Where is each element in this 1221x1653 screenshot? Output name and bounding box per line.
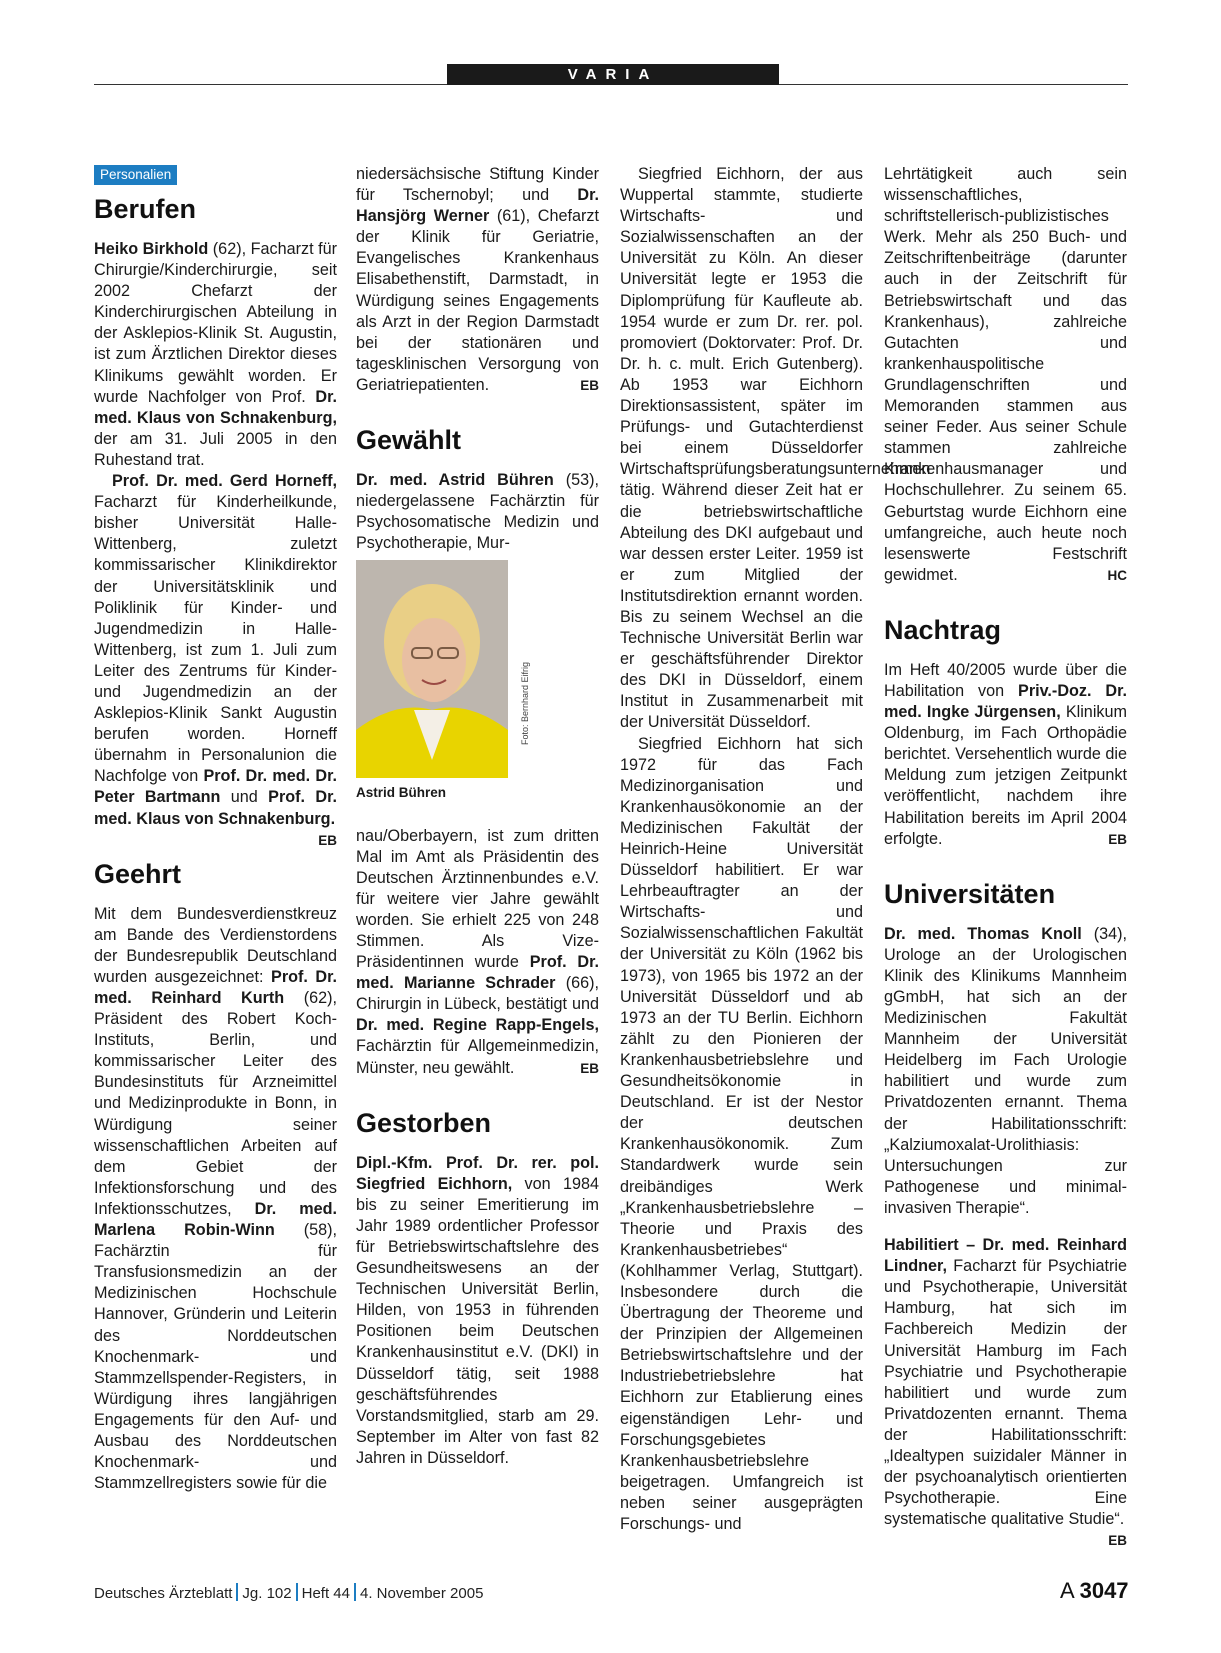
category-tag: Personalien xyxy=(94,165,177,185)
photo-caption: Astrid Bühren xyxy=(356,785,447,801)
paragraph-eichhorn-bio: Siegfried Eichhorn, der aus Wuppertal stammte, studierte Wirtschafts- und Sozialwissenschaften an der Universität zu Köln. An dieser Universität legte er 1953 die Diplomprüfung für Kaufleute ab. 1954 wurde er zum Dr. rer. pol. promoviert (Doktorvater: Prof. Dr. Dr. h. c. mult. Erich Gutenberg). Ab 1953 war Eichhorn Direktionsassistent, später im Prüfungs- und Gutachterdienst bei einem Düsseldorfer Wirtschaftsprüfungsberatungsunternehmen tätig. Während dieser Zeit hat er die betriebswirtschaftliche Abteilung des DKI aufgebaut und war dessen erster Leiter. 1959 ist er zum Mitglied der Institutsdirektion ernannt worden. Bis zu seinem Wechsel an die Technische Universität Berlin war er geschäftsführender Direktor des DKI in Düsseldorf, einem Institut in Zusammenarbeit mit der Universität Düsseldorf. xyxy=(620,165,931,732)
journal-name: Deutsches Ärzteblatt xyxy=(94,1585,233,1602)
footer-separator xyxy=(354,1583,356,1601)
person-name: Heiko Birkhold xyxy=(94,240,209,258)
paragraph-birkhold: Heiko Birkhold (62), Facharzt für Chirurgie/Kinderchirurgie, seit 2002 Chefarzt der Kinderchirurgischen Abteilung in der Asklepios-Klinik St. Augustin, ist zum Ärztlichen Direktor dieses Klinikums gewählt worden. Er wurde Nachfolger von Prof. Dr. med. Klaus von Schnakenburg, der am 31. Juli 2005 in den Ruhestand trat. xyxy=(94,240,337,469)
column-2 xyxy=(356,164,599,1469)
paragraph-werner: niedersächsische Stiftung Kinder für Tschernobyl; und Dr. Hansjörg Werner (61), Chefarzt der Klinik für Geriatrie, Evangelisches Krankenhaus Elisabethenstift, Darmstadt, in Würdigung seines Engagements als Arzt in der Region Darmstadt bei der stationären und tagesklinischen Versorgung von Geriatriepatienten. EB xyxy=(356,164,599,396)
heading-universitaeten: Universitäten xyxy=(884,878,1056,909)
paragraph-knoll: Dr. med. Thomas Knoll (34), Urologe an der Urologischen Klinik des Klinikums Mannheim gGmbH, hat sich an der Medizinischen Fakultät Mannheim der Universität Heidelberg im Fach Urologie habilitiert und wurde zum Privatdozenten ernannt. Thema der Habilitationsschrift: „Kalziumoxalat-Urolithiasis: Untersuchungen zur Pathogenese und minimal-invasiven Therapie“. xyxy=(884,924,1127,1217)
issue: Heft 44 xyxy=(301,1585,350,1602)
author-signature: EB xyxy=(1108,1533,1127,1549)
column-4 xyxy=(884,164,1127,1551)
column-3 xyxy=(620,164,931,1535)
column-1 xyxy=(94,164,337,1494)
paragraph-geehrt: Mit dem Bundesverdienstkreuz am Bande des Verdienstordens der Bundesrepublik Deutschland wurden ausgezeichnet: Prof. Dr. med. Reinhard Kurth (62), Präsident des Robert Koch-Instituts, Berlin, und kommissarischer Leiter des Bundesinstituts für Arzneimittel und Medizinprodukte in Bonn, in Würdigung seiner wissenschaftlichen Arbeiten auf dem Gebiet der Infektionsforschung und des Infektionsschutzes, Dr. med. Marlena Robin-Winn (58), Fachärztin für Transfusionsmedizin an der Medizinischen Hochschule Hannover, Gründerin und Leiterin des Norddeutschen Knochenmark- und Stammzellspender-Registers, in Würdigung ihres langjährigen Engagements für den Auf- und Ausbau des Norddeutschen Knochenmark- und Stammzellregisters sowie für die xyxy=(94,904,337,1493)
heading-berufen: Berufen xyxy=(94,194,197,224)
portrait-image xyxy=(356,560,508,778)
section-header: VARIA xyxy=(447,64,779,85)
person-name: Prof. Dr. med. Gerd Horneff, xyxy=(112,472,337,491)
heading-gestorben: Gestorben xyxy=(356,1107,492,1138)
paragraph-eichhorn-career: Siegfried Eichhorn hat sich 1972 für das Fach Medizinorganisation und Krankenhausökonomie an der Medizinischen Fakultät der Heinrich-Heine Universität Düsseldorf habilitiert. Er war Lehrbeauftragter an der Wirtschafts- und Sozialwissenschaftlichen Fakultät der Universität zu Köln (1962 bis 1973), von 1965 bis 1972 an der Universität Düsseldorf und ab 1973 an der TU Berlin. Eichhorn zählt zu den Pionieren der Krankenhausbetriebslehre und Gesundheitsökonomie in Deutschland. Er ist der Nestor der deutschen Krankenhausökonomik. Zum Standardwerk wurde sein dreibändiges Werk „Krankenhausbetriebslehre – Theorie und Praxis des Krankenhausbetriebes“ (Kohlhammer Verlag, Stuttgart). Insbesondere durch die Übertragung der Theoreme und der Prinzipien der Allgemeinen Betriebswirtschaftslehre und der Industriebetriebslehre hat Eichhorn zur Etablierung eines eigenständigen Lehr- und Forschungsgebietes Krankenhausbetriebslehre beigetragen. Umfangreich ist neben seiner ausgeprägten Forschungs- und xyxy=(620,734,863,1533)
footer-separator xyxy=(296,1583,298,1601)
paragraph-buehren: Dr. med. Astrid Bühren (53), niedergelassene Fachärztin für Psychosomatische Medizin und Psychotherapie, Mur- xyxy=(356,471,599,553)
paragraph-eichhorn-work: Lehrtätigkeit auch sein wissenschaftliches, schriftstellerisch-publizistisches Werk. Mehr als 250 Buch- und Zeitschriftenbeiträge (darunter auch in der Zeitschrift für Betriebswirtschaft und das Krankenhaus), zahlreiche Gutachten und krankenhauspolitische Grundlagenschriften und Memoranden stammen aus seiner Feder. Aus seiner Schule stammen zahlreiche Krankenhausmanager und Hochschullehrer. Zu seinem 65. Geburtstag wurde Eichhorn eine umfangreiche, auch heute noch lesenswerte Festschrift gewidmet. HC xyxy=(884,164,1127,586)
author-signature: EB xyxy=(1108,831,1127,847)
paragraph-nachtrag: Im Heft 40/2005 wurde über die Habilitation von Priv.-Doz. Dr. med. Ingke Jürgensen, Klinikum Oldenburg, im Fach Orthopädie berichtet. Versehentlich wurde die Meldung zum jetzigen Zeitpunkt veröffentlicht, nachdem ihre Habilitation bereits im April 2004 erfolgte. EB xyxy=(884,660,1127,850)
volume: Jg. 102 xyxy=(242,1585,292,1602)
footer-separator xyxy=(236,1583,238,1601)
heading-gewaehlt: Gewählt xyxy=(356,425,462,456)
paragraph-eichhorn: Dipl.-Kfm. Prof. Dr. rer. pol. Siegfried Eichhorn, von 1984 bis zu seiner Emeritierung im Jahr 1989 ordentlicher Professor für Betriebswirtschaftslehre des Gesundheitswesens an der Technischen Universität Berlin, Hilden, von 1953 in führenden Positionen beim Deutschen Krankenhausinstitut e.V. (DKI) in Düsseldorf tätig, seit 1988 geschäftsführendes Vorstandsmitglied, starb am 29. September im Alter von fast 82 Jahren in Düsseldorf. xyxy=(356,1153,599,1467)
heading-nachtrag: Nachtrag xyxy=(884,614,1002,645)
author-signature: HC xyxy=(1107,567,1127,583)
portrait-photo xyxy=(356,560,508,778)
date: 4. November 2005 xyxy=(360,1585,484,1602)
page-number: A 3047 xyxy=(1060,1578,1129,1603)
photo-credit: Foto: Bernhard Eifrig xyxy=(520,661,530,745)
paragraph-horneff: Prof. Dr. med. Gerd Horneff, Facharzt für Kinderheilkunde, bisher Universität Halle-Wittenberg, zuletzt kommissarischer Klinikdirektor der Universitätsklinik und Poliklinik für Kinder- und Jugendmedizin in Halle-Wittenberg, ist zum 1. Juli zum Leiter des Zentrums für Kinder- und Jugendmedizin an der Asklepios-Klinik Sankt Augustin berufen worden. Horneff übernahm in Personalunion die Nachfolge von Prof. Dr. med. Dr. Peter Bartmann und Prof. Dr. med. Klaus von Schnakenburg. EB xyxy=(94,471,337,830)
heading-geehrt: Geehrt xyxy=(94,858,182,889)
paragraph-buehren-cont: nau/Oberbayern, ist zum dritten Mal im Amt als Präsidentin des Deutschen Ärztinnenbundes e.V. für weitere vier Jahre gewählt worden. Sie erhielt 225 von 248 Stimmen. Als Vize-Präsidentinnen wurde Prof. Dr. med. Marianne Schrader (66), Chirurgin in Lübeck, bestätigt und Dr. med. Regine Rapp-Engels, Fachärztin für Allgemeinmedizin, Münster, neu gewählt. EB xyxy=(356,826,599,1079)
footer xyxy=(94,1583,483,1602)
author-signature: EB xyxy=(580,377,599,393)
author-signature: EB xyxy=(580,1060,599,1076)
paragraph-lindner: Habilitiert – Dr. med. Reinhard Lindner, Facharzt für Psychiatrie und Psychotherapie, Universität Hamburg, hat sich im Fachbereich Medizin der Universität Hamburg im Fach Psychiatrie und Psychotherapie habilitiert und wurde zum Privatdozenten ernannt. Thema der Habilitationsschrift: „Idealtypen suizidaler Männer in der psychoanalytisch orientierten Psychotherapie. Eine systematische qualitative Studie“. EB xyxy=(884,1235,1127,1530)
author-signature: EB xyxy=(318,832,337,848)
